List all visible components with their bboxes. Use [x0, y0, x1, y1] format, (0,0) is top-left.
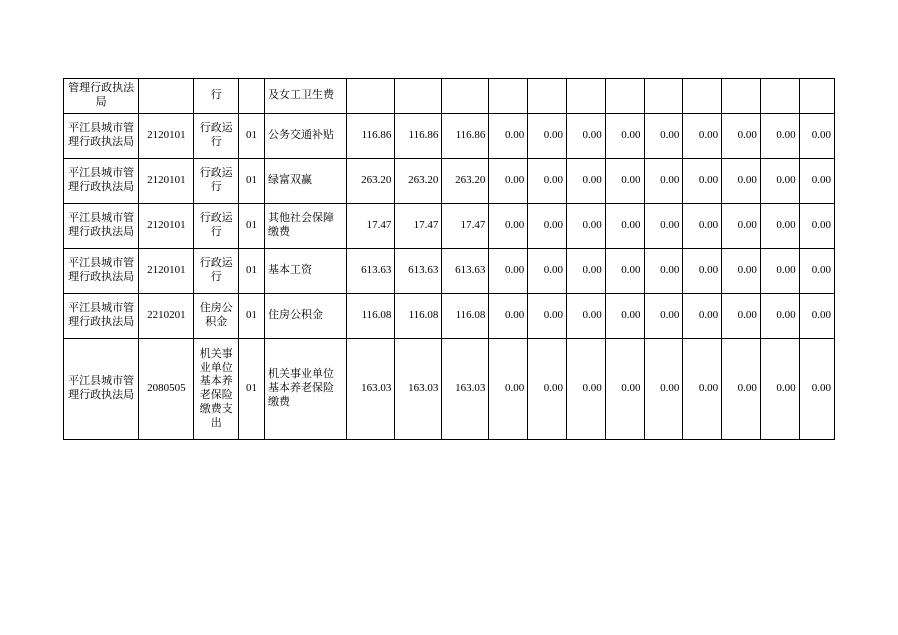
- cell-value-10: [722, 79, 761, 114]
- cell-value-12: 0.00: [799, 159, 834, 204]
- cell-value-12: 0.00: [799, 339, 834, 440]
- table-row: [64, 204, 835, 249]
- cell-value-12: 0.00: [799, 204, 834, 249]
- cell-value-3: 116.86: [442, 114, 489, 159]
- cell-value-9: 0.00: [683, 294, 722, 339]
- cell-item: 机关事业单位基本养老保险缴费: [264, 339, 346, 440]
- budget-table-body: [64, 79, 835, 440]
- cell-value-10: 0.00: [722, 294, 761, 339]
- cell-value-2: [395, 79, 442, 114]
- cell-item: 及女工卫生费: [264, 79, 346, 114]
- cell-value-7: 0.00: [605, 159, 644, 204]
- cell-value-3: 17.47: [442, 204, 489, 249]
- cell-value-8: 0.00: [644, 114, 683, 159]
- table-row: [64, 159, 835, 204]
- cell-value-7: [605, 79, 644, 114]
- cell-value-9: 0.00: [683, 339, 722, 440]
- cell-value-1: 613.63: [347, 249, 395, 294]
- cell-value-3: 116.08: [442, 294, 489, 339]
- cell-value-2: 116.08: [395, 294, 442, 339]
- cell-item: 公务交通补贴: [264, 114, 346, 159]
- cell-value-10: 0.00: [722, 339, 761, 440]
- cell-value-4: 0.00: [489, 159, 528, 204]
- cell-econ-code: 01: [239, 294, 265, 339]
- cell-value-6: 0.00: [566, 204, 605, 249]
- cell-value-11: [760, 79, 799, 114]
- cell-unit: 平江县城市管理行政执法局: [64, 204, 139, 249]
- cell-value-8: 0.00: [644, 339, 683, 440]
- cell-econ-code: 01: [239, 339, 265, 440]
- cell-value-9: 0.00: [683, 159, 722, 204]
- cell-value-8: [644, 79, 683, 114]
- cell-value-12: 0.00: [799, 294, 834, 339]
- cell-value-7: 0.00: [605, 249, 644, 294]
- cell-value-12: [799, 79, 834, 114]
- cell-value-7: 0.00: [605, 294, 644, 339]
- cell-code: 2120101: [139, 114, 194, 159]
- cell-function: 行政运行: [194, 114, 239, 159]
- cell-value-11: 0.00: [760, 294, 799, 339]
- cell-value-1: 163.03: [347, 339, 395, 440]
- cell-econ-code: [239, 79, 265, 114]
- cell-value-4: 0.00: [489, 204, 528, 249]
- cell-value-12: 0.00: [799, 114, 834, 159]
- table-row: [64, 249, 835, 294]
- cell-code: 2210201: [139, 294, 194, 339]
- cell-code: 2120101: [139, 249, 194, 294]
- cell-unit: 平江县城市管理行政执法局: [64, 114, 139, 159]
- cell-unit: 平江县城市管理行政执法局: [64, 339, 139, 440]
- table-row: [64, 114, 835, 159]
- cell-value-2: 263.20: [395, 159, 442, 204]
- cell-value-11: 0.00: [760, 204, 799, 249]
- cell-value-11: 0.00: [760, 114, 799, 159]
- cell-value-6: 0.00: [566, 249, 605, 294]
- cell-value-1: [347, 79, 395, 114]
- cell-value-5: 0.00: [528, 204, 567, 249]
- cell-value-3: 163.03: [442, 339, 489, 440]
- cell-value-6: 0.00: [566, 339, 605, 440]
- cell-value-7: 0.00: [605, 204, 644, 249]
- cell-value-3: [442, 79, 489, 114]
- cell-value-8: 0.00: [644, 249, 683, 294]
- cell-value-6: [566, 79, 605, 114]
- cell-value-2: 17.47: [395, 204, 442, 249]
- cell-value-8: 0.00: [644, 294, 683, 339]
- cell-unit: 平江县城市管理行政执法局: [64, 249, 139, 294]
- cell-item: 住房公积金: [264, 294, 346, 339]
- cell-value-5: [528, 79, 567, 114]
- budget-table: [63, 78, 835, 440]
- cell-value-8: 0.00: [644, 204, 683, 249]
- cell-value-11: 0.00: [760, 249, 799, 294]
- cell-value-9: 0.00: [683, 204, 722, 249]
- cell-value-3: 613.63: [442, 249, 489, 294]
- cell-unit: 管理行政执法局: [64, 79, 139, 114]
- table-row: [64, 79, 835, 114]
- cell-value-1: 116.86: [347, 114, 395, 159]
- budget-table-container: [63, 78, 835, 440]
- cell-value-6: 0.00: [566, 294, 605, 339]
- cell-value-5: 0.00: [528, 249, 567, 294]
- cell-item: 其他社会保障缴费: [264, 204, 346, 249]
- cell-unit: 平江县城市管理行政执法局: [64, 159, 139, 204]
- cell-value-9: 0.00: [683, 249, 722, 294]
- cell-code: 2120101: [139, 204, 194, 249]
- cell-value-4: [489, 79, 528, 114]
- cell-econ-code: 01: [239, 114, 265, 159]
- cell-value-5: 0.00: [528, 339, 567, 440]
- cell-value-5: 0.00: [528, 159, 567, 204]
- cell-function: 行政运行: [194, 249, 239, 294]
- cell-econ-code: 01: [239, 159, 265, 204]
- cell-value-8: 0.00: [644, 159, 683, 204]
- cell-function: 行政运行: [194, 159, 239, 204]
- cell-unit: 平江县城市管理行政执法局: [64, 294, 139, 339]
- cell-value-11: 0.00: [760, 339, 799, 440]
- cell-econ-code: 01: [239, 204, 265, 249]
- cell-value-3: 263.20: [442, 159, 489, 204]
- cell-value-4: 0.00: [489, 249, 528, 294]
- cell-value-7: 0.00: [605, 114, 644, 159]
- cell-value-2: 116.86: [395, 114, 442, 159]
- cell-value-2: 613.63: [395, 249, 442, 294]
- cell-value-10: 0.00: [722, 159, 761, 204]
- cell-value-9: [683, 79, 722, 114]
- cell-function: 住房公积金: [194, 294, 239, 339]
- cell-value-6: 0.00: [566, 159, 605, 204]
- cell-value-10: 0.00: [722, 114, 761, 159]
- cell-value-1: 263.20: [347, 159, 395, 204]
- cell-value-1: 17.47: [347, 204, 395, 249]
- cell-value-5: 0.00: [528, 114, 567, 159]
- cell-value-7: 0.00: [605, 339, 644, 440]
- cell-code: 2080505: [139, 339, 194, 440]
- cell-value-12: 0.00: [799, 249, 834, 294]
- cell-value-6: 0.00: [566, 114, 605, 159]
- cell-value-5: 0.00: [528, 294, 567, 339]
- table-row: [64, 294, 835, 339]
- cell-function: 机关事业单位基本养老保险缴费支出: [194, 339, 239, 440]
- table-row: [64, 339, 835, 440]
- cell-function: 行: [194, 79, 239, 114]
- cell-code: [139, 79, 194, 114]
- cell-value-11: 0.00: [760, 159, 799, 204]
- cell-econ-code: 01: [239, 249, 265, 294]
- cell-value-9: 0.00: [683, 114, 722, 159]
- cell-item: 基本工资: [264, 249, 346, 294]
- cell-value-4: 0.00: [489, 339, 528, 440]
- cell-value-4: 0.00: [489, 294, 528, 339]
- cell-item: 绿富双赢: [264, 159, 346, 204]
- cell-value-4: 0.00: [489, 114, 528, 159]
- cell-value-10: 0.00: [722, 249, 761, 294]
- cell-value-10: 0.00: [722, 204, 761, 249]
- cell-function: 行政运行: [194, 204, 239, 249]
- cell-code: 2120101: [139, 159, 194, 204]
- cell-value-1: 116.08: [347, 294, 395, 339]
- cell-value-2: 163.03: [395, 339, 442, 440]
